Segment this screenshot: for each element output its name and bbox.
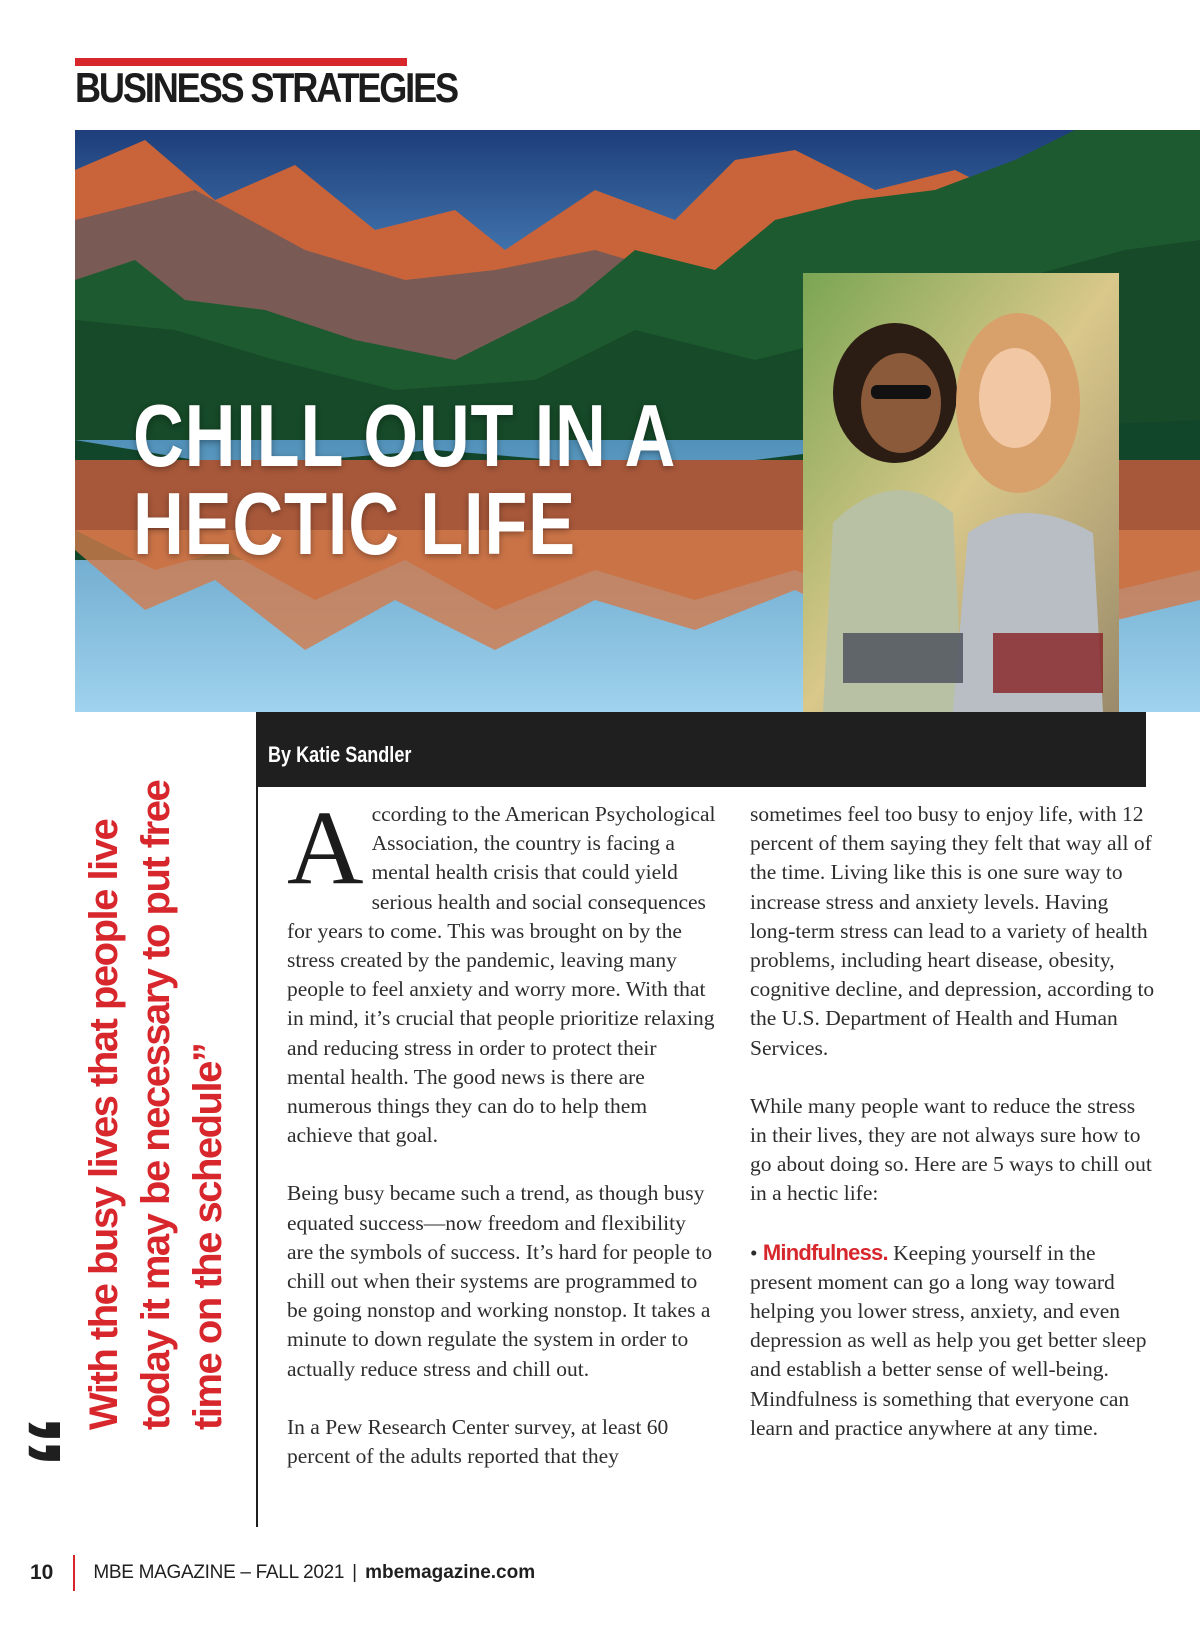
footer-separator: | xyxy=(352,1562,358,1583)
page-number: 10 xyxy=(30,1561,54,1584)
drop-cap: A xyxy=(287,789,364,906)
pull-quote-text: With the busy lives that people live today it may be necessary to put free time on the schedule” xyxy=(82,780,230,1430)
byline-bar xyxy=(256,712,1146,787)
article-paragraph: sometimes feel too busy to enjoy life, with 12 percent of them saying they felt that way all of the time. Living like this is one sure way to increase stress and anxiety levels. Having long-term stress can lead to a variety of health problems, including heart disease, obesity, cognitive decline, and depression, according to the U.S. Department of Health and Human Services. xyxy=(750,802,1155,1060)
article-paragraph: While many people want to reduce the stress in their lives, they are not always sure how to go about doing so. Here are 5 ways to chill out in a hectic life: xyxy=(750,1093,1152,1206)
hero-image xyxy=(75,130,1200,712)
footer-divider xyxy=(73,1555,75,1591)
bullet-text: Keeping yourself in the present moment can go a long way toward helping you lower stress, anxiety, and even depression as well as help you get better sleep and establish a better sense of well-being. Mindfulness is something that everyone can learn and practice anywhere at any time. xyxy=(750,1240,1147,1440)
page-footer xyxy=(30,1553,535,1593)
article-paragraph: Being busy became such a trend, as though busy equated success—now freedom and flexibility are the symbols of success. It’s hard for people to chill out when their systems are programmed to be going nonstop and working nonstop. It takes a minute to down regulate the system in order to actually reduce stress and chill out. xyxy=(287,1181,713,1381)
quote-mark-icon: “ xyxy=(6,1414,129,1469)
article-column-right xyxy=(750,800,1155,1472)
women-photo xyxy=(803,273,1119,712)
column-divider xyxy=(256,787,258,1527)
article-paragraph: In a Pew Research Center survey, at least 60 percent of the adults reported that they xyxy=(287,1414,669,1469)
article-title xyxy=(133,386,677,573)
article-title-line-2: HECTIC LIFE xyxy=(133,474,576,573)
bullet-item-mindfulness xyxy=(750,1238,1155,1443)
article-paragraph: According to the American Psychological Association, the country is facing a mental health crisis that could yield serious health and social consequences for years to come. This was brought on by the stress created by the pandemic, leaving many people to feel anxiety and worry more. With that in mind, it’s crucial that people prioritize relaxing and reducing stress in order to protect their mental health. The good news is there are numerous things they can do to help them achieve that goal. xyxy=(287,789,716,1148)
article-title-line-1: CHILL OUT IN A xyxy=(133,386,677,485)
website-link[interactable]: mbemagazine.com xyxy=(365,1562,536,1583)
pull-quote xyxy=(78,780,248,1430)
publication-name: MBE MAGAZINE – FALL 2021 xyxy=(93,1562,345,1583)
bullet-marker: • xyxy=(750,1240,758,1265)
bullet-lead: Mindfulness. xyxy=(762,1239,888,1265)
section-title: BUSINESS STRATEGIES xyxy=(75,64,457,111)
byline: By Katie Sandler xyxy=(268,742,412,767)
article-column-left xyxy=(287,789,717,1500)
